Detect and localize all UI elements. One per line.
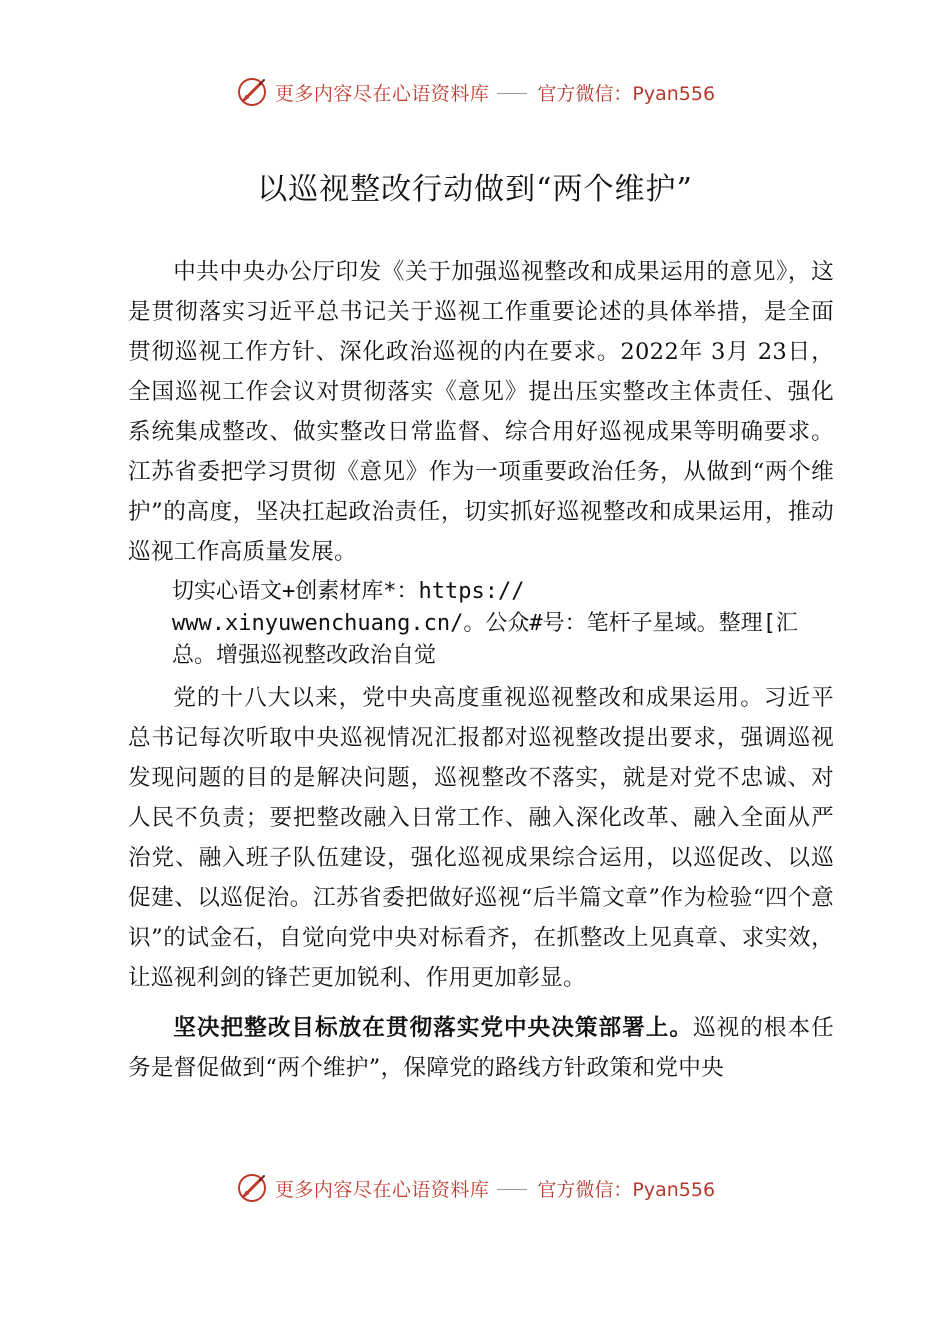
watermark-wechat: 官方微信：Pyan556 (537, 1178, 716, 1201)
promo-line-3: 总。增强巡视整改政治自觉 (172, 643, 437, 668)
pen-on-circle-logo-icon (235, 75, 269, 109)
watermark-banner-top (0, 72, 950, 112)
document-body (128, 252, 834, 1088)
paragraph-3-text: 巡视的根本任务是督促做到“两个维护”，保障党的路线方针政策和党中央 (128, 1015, 834, 1081)
paragraph-3-lead: 坚决把整改目标放在贯彻落实党中央决策部署上。 (173, 1015, 693, 1041)
watermark-text: 更多内容尽在心语资料库 (274, 82, 490, 105)
paragraph-2: 党的十八大以来，党中央高度重视巡视整改和成果运用。习近平总书记每次听取中央巡视情况汇报都对巡视整改提出要求，强调巡视发现问题的目的是解决问题，巡视整改不落实，就是对党不忠诚、对人民不负责；要把整改融入日常工作、融入深化改革、融入全面从严治党、融入班子队伍建设，强化巡视成果综合运用，以巡促改、以巡促建、以巡促治。江苏省委把做好巡视“后半篇文章”作为检验“四个意识”的试金石，自觉向党中央对标看齐，在抓整改上见真章、求实效，让巡视利剑的锋芒更加锐利、作用更加彰显。 (128, 685, 834, 991)
pen-on-circle-logo-icon (235, 1171, 269, 1205)
watermark-separator (497, 1189, 527, 1190)
promo-block (128, 576, 834, 672)
paragraph-1: 中共中央办公厅印发《关于加强巡视整改和成果运用的意见》，这是贯彻落实习近平总书记关于巡视工作重要论述的具体举措，是全面贯彻巡视工作方针、深化政治巡视的内在要求。2022年 3月 23日，全国巡视工作会议对贯彻落实《意见》提出压实整改主体责任、强化系统集成整改、做实整改日常监督、综合用好巡视成果等明确要求。江苏省委把学习贯彻《意见》作为一项重要政治任务，从做到“两个维护”的高度，坚决扛起政治责任，切实抓好巡视整改和成果运用，推动巡视工作高质量发展。 (128, 259, 834, 565)
watermark-banner-bottom (0, 1168, 950, 1208)
paragraph-3 (128, 1008, 834, 1088)
watermark-separator (497, 93, 527, 94)
document-title: 以巡视整改行动做到“两个维护” (257, 172, 693, 207)
promo-line-1: 切实心语文+创素材库*：https:// (172, 579, 525, 604)
promo-line-2: www.xinyuwenchuang.cn/。公众#号：笔杆子星域。整理[汇 (172, 611, 798, 636)
watermark-wechat: 官方微信：Pyan556 (537, 82, 716, 105)
watermark-text: 更多内容尽在心语资料库 (274, 1178, 490, 1201)
